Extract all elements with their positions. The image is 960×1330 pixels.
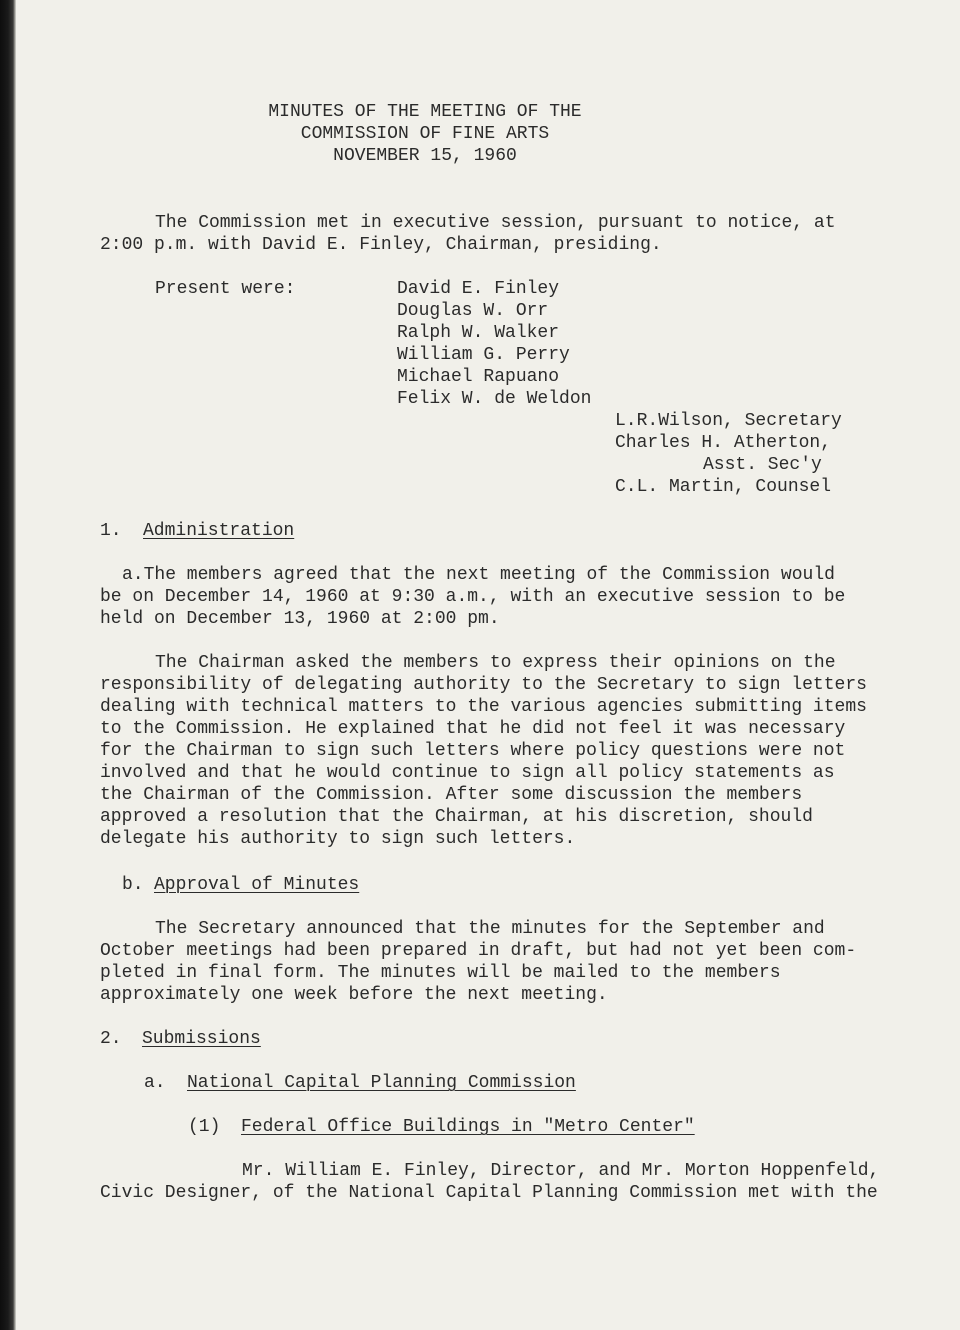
member-name: Douglas W. Orr	[397, 301, 549, 321]
section-number: 1.	[100, 521, 122, 541]
paragraph-line: Civic Designer, of the National Capital Planning Commission met with the	[100, 1183, 878, 1203]
paragraph-line: involved and that he would continue to sign all policy statements as	[100, 763, 835, 783]
paragraph-line: held on December 13, 1960 at 2:00 pm.	[100, 609, 500, 629]
paragraph-line: the Chairman of the Commission. After some discussion the members	[100, 785, 803, 805]
subsection-heading: National Capital Planning Commission	[187, 1073, 576, 1093]
paragraph-line: pleted in final form. The minutes will be mailed to the members	[100, 963, 781, 983]
paragraph-line: approved a resolution that the Chairman, at his discretion, should	[100, 807, 813, 827]
paragraph-line: October meetings had been prepared in draft, but had not yet been com-	[100, 941, 857, 961]
item-label: (1)	[188, 1117, 221, 1137]
section-heading: Administration	[143, 521, 295, 541]
paragraph-line: for the Chairman to sign such letters where policy questions were not	[100, 741, 846, 761]
member-name: Felix W. de Weldon	[397, 389, 592, 409]
paragraph-line: responsibility of delegating authority to the Secretary to sign letters	[100, 675, 867, 695]
document-date: NOVEMBER 15, 1960	[333, 146, 517, 166]
paragraph-line: delegate his authority to sign such letters.	[100, 829, 576, 849]
intro-line-1: The Commission met in executive session, pursuant to notice, at	[155, 213, 836, 233]
paragraph-line: The Chairman asked the members to express their opinions on the	[155, 653, 836, 673]
document-title: MINUTES OF THE MEETING OF THE	[268, 102, 582, 122]
paragraph-line: Mr. William E. Finley, Director, and Mr. Morton Hoppenfeld,	[242, 1161, 880, 1181]
present-label: Present were:	[155, 279, 296, 299]
paragraph-line: a.The members agreed that the next meeting of the Commission would	[122, 565, 835, 585]
staff-name: L.R.Wilson, Secretary	[615, 411, 842, 431]
intro-line-2: 2:00 p.m. with David E. Finley, Chairman, presiding.	[100, 235, 662, 255]
staff-title: Asst. Sec'y	[703, 455, 822, 475]
paragraph-line: The Secretary announced that the minutes for the September and	[155, 919, 825, 939]
member-name: Ralph W. Walker	[397, 323, 560, 343]
paragraph-line: be on December 14, 1960 at 9:30 a.m., with an executive session to be	[100, 587, 846, 607]
subsection-label: b.	[122, 875, 144, 895]
subsection-heading: Approval of Minutes	[154, 875, 360, 895]
section-number: 2.	[100, 1029, 122, 1049]
paragraph-line: approximately one week before the next meeting.	[100, 985, 608, 1005]
member-name: William G. Perry	[397, 345, 570, 365]
staff-name: Charles H. Atherton,	[615, 433, 832, 453]
subsection-label: a.	[144, 1073, 166, 1093]
section-heading: Submissions	[142, 1029, 261, 1049]
paragraph-line: to the Commission. He explained that he did not feel it was necessary	[100, 719, 846, 739]
document-subtitle: COMMISSION OF FINE ARTS	[300, 124, 550, 144]
staff-name: C.L. Martin, Counsel	[615, 477, 832, 497]
member-name: Michael Rapuano	[397, 367, 560, 387]
member-name: David E. Finley	[397, 279, 560, 299]
paragraph-line: dealing with technical matters to the various agencies submitting items	[100, 697, 867, 717]
item-heading: Federal Office Buildings in "Metro Center"	[241, 1117, 695, 1137]
